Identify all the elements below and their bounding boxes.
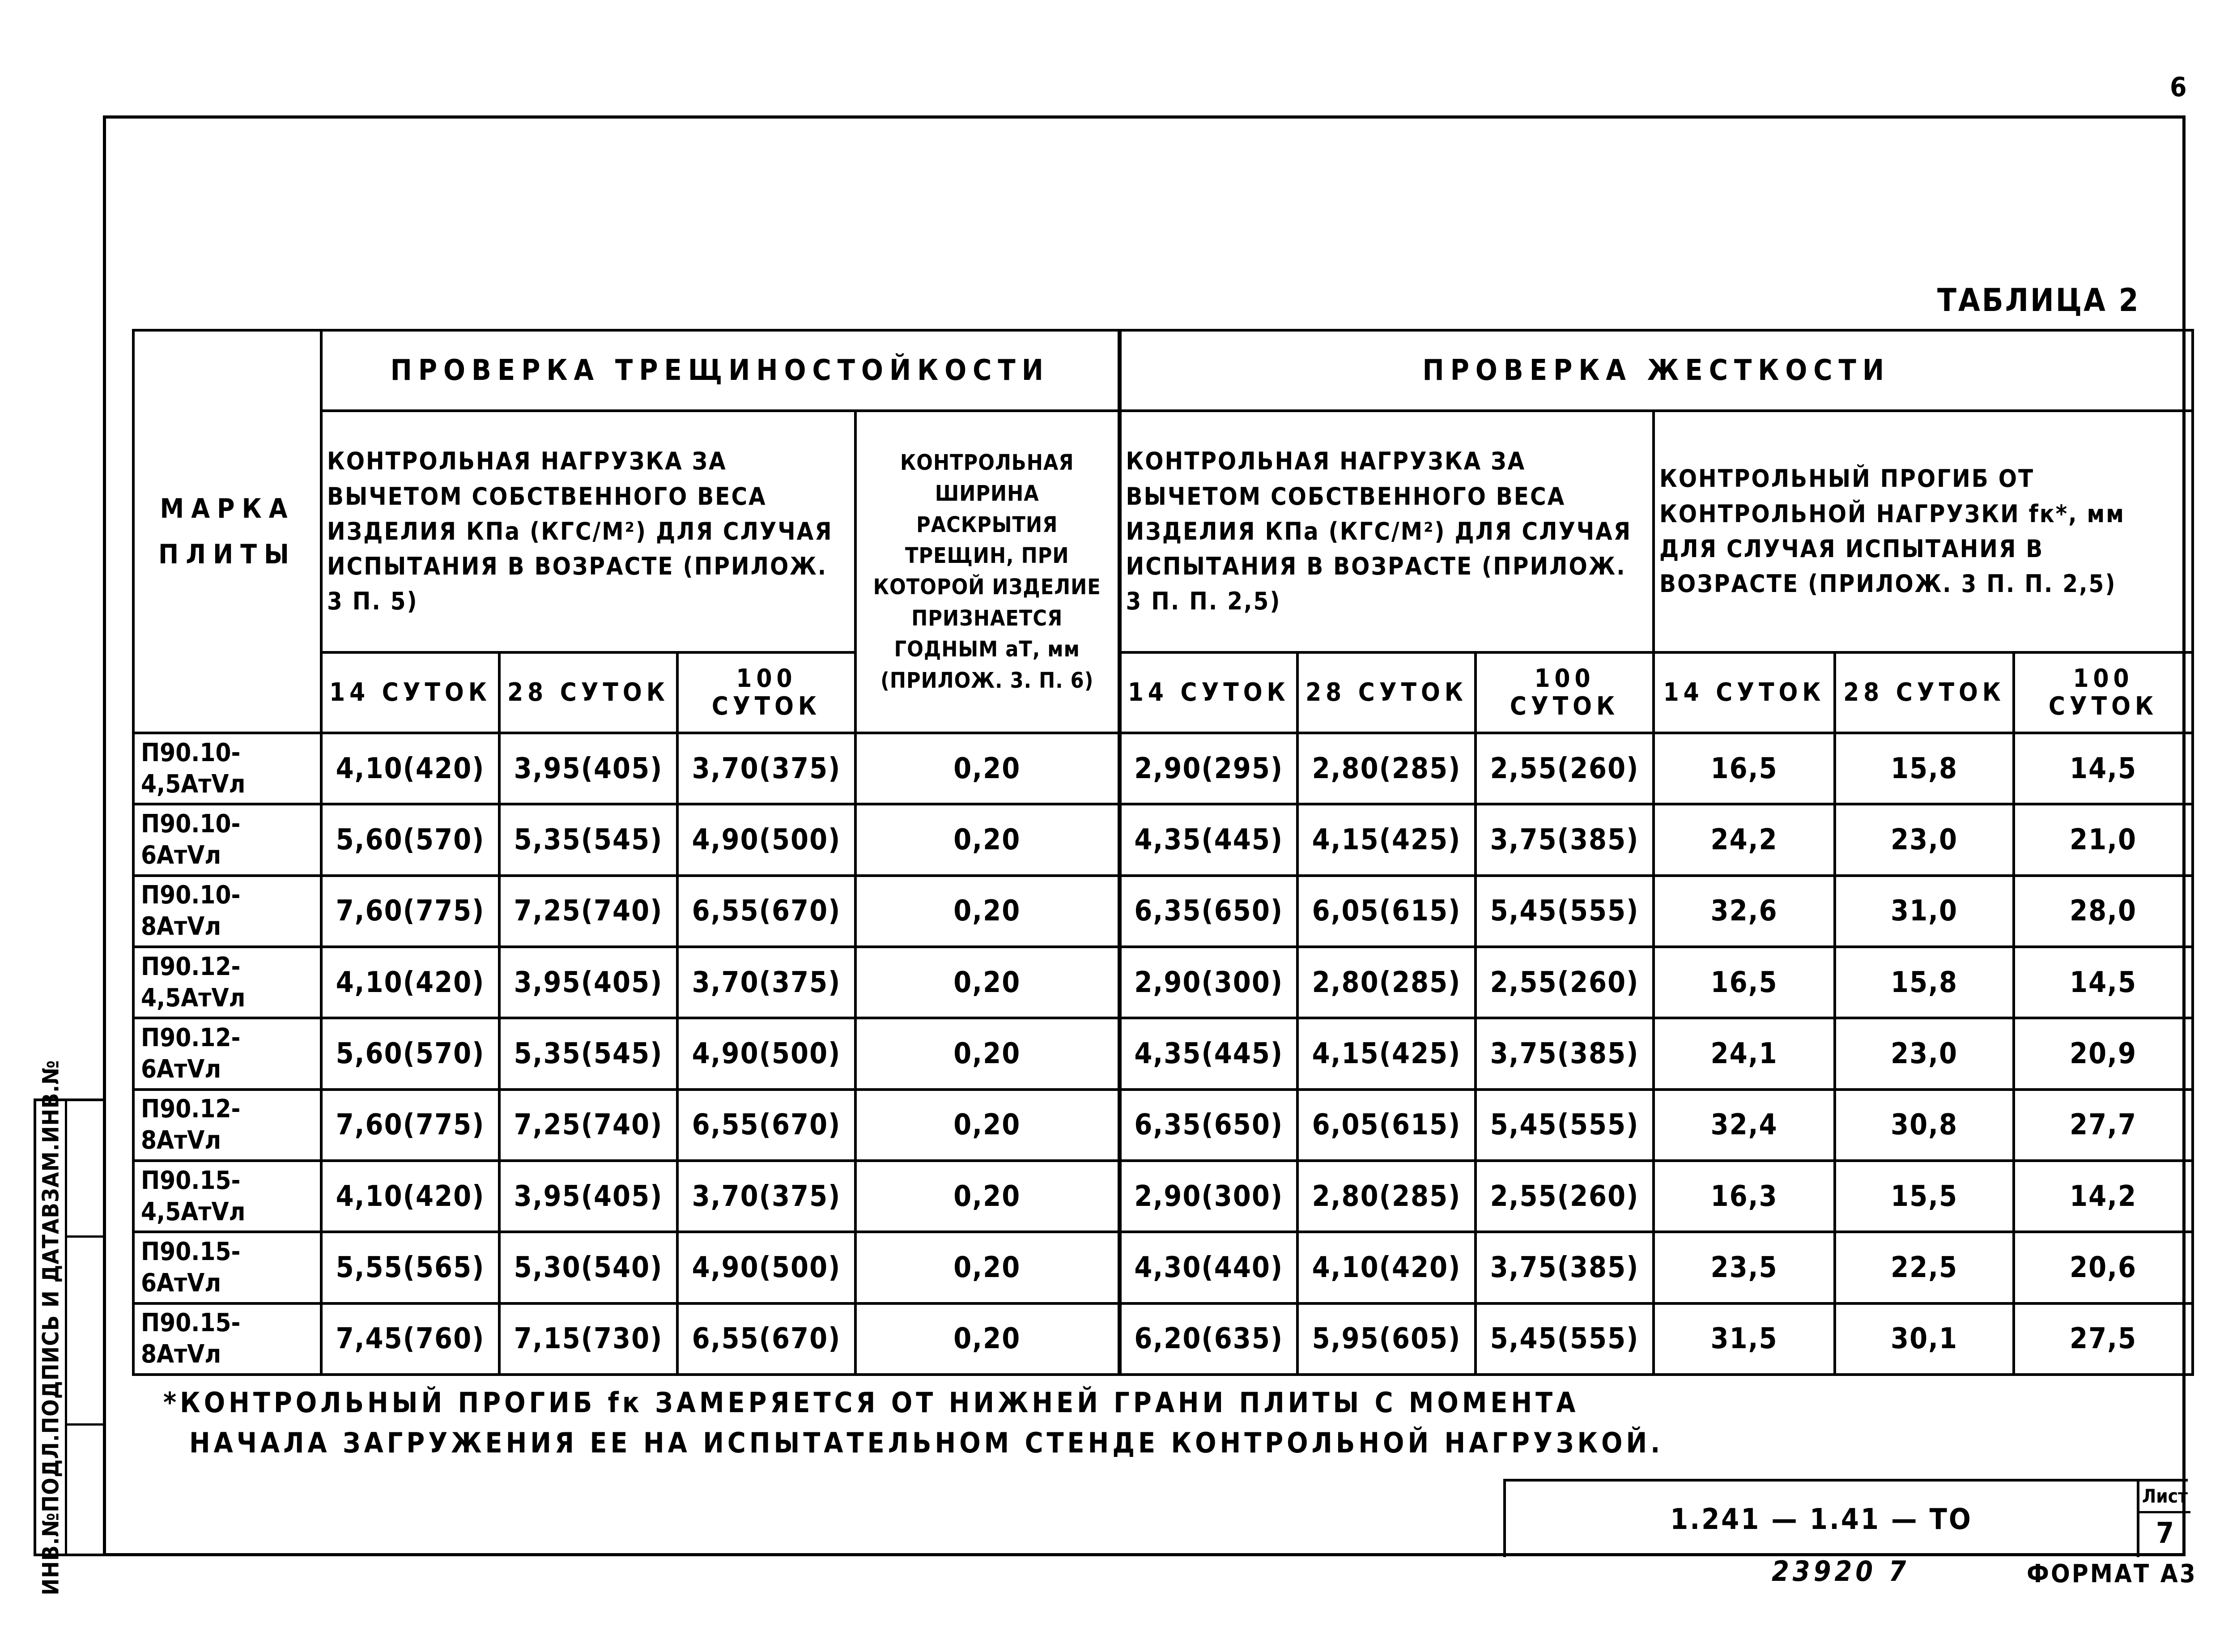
deflection-100: 21,0 — [2014, 804, 2193, 875]
table-row — [133, 1161, 2193, 1232]
crack-load-100: 4,90(500) — [677, 804, 855, 875]
stiff-load-100: 3,75(385) — [1476, 804, 1654, 875]
deflection-14: 24,1 — [1654, 1018, 1835, 1089]
stiff-load-14: 6,35(650) — [1119, 876, 1297, 947]
crack-load-14: 5,60(570) — [321, 1018, 499, 1089]
stiff-load-28: 6,05(615) — [1297, 1090, 1476, 1161]
footnote — [163, 1383, 1663, 1463]
stiff-load-100: 2,55(260) — [1476, 947, 1654, 1018]
deflection-100: 14,2 — [2014, 1161, 2193, 1232]
stiff-load-100: 5,45(555) — [1476, 1303, 1654, 1375]
deflection-100: 20,9 — [2014, 1018, 2193, 1089]
crack-width: 0,20 — [855, 876, 1119, 947]
deflection-14: 16,5 — [1654, 947, 1835, 1018]
row-mark: П90.12-6АтⅤл — [133, 1018, 321, 1089]
deflection-14: 32,4 — [1654, 1090, 1835, 1161]
stiff-load-14: 2,90(300) — [1119, 1161, 1297, 1232]
crack-load-100: 4,90(500) — [677, 1232, 855, 1303]
table-row — [133, 1018, 2193, 1089]
deflection-100: 27,5 — [2014, 1303, 2193, 1375]
crack-load-28: 5,35(545) — [499, 1018, 677, 1089]
stiff-load-14: 4,35(445) — [1119, 1018, 1297, 1089]
row-mark: П90.15-8АтⅤл — [133, 1303, 321, 1375]
deflection-100: 28,0 — [2014, 876, 2193, 947]
crack-width: 0,20 — [855, 947, 1119, 1018]
crack-load-14: 7,45(760) — [321, 1303, 499, 1375]
test-load-table — [132, 329, 2194, 1376]
mark-header: МАРКА ПЛИТЫ — [133, 330, 321, 733]
deflection-28: 15,5 — [1835, 1161, 2014, 1232]
stiffness-load-header: КОНТРОЛЬНАЯ НАГРУЗКА ЗА ВЫЧЕТОМ СОБСТВЕННОГО ВЕСА ИЗДЕЛИЯ КПа (КГС/М²) ДЛЯ СЛУЧАЯ ИСПЫТАНИЯ В ВОЗРАСТЕ (ПРИЛОЖ. 3 П. П. 2,5) — [1119, 411, 1654, 652]
crack-day-28: 28 СУТОК — [499, 652, 677, 733]
row-mark: П90.12-8АтⅤл — [133, 1090, 321, 1161]
stiff-load-14: 2,90(300) — [1119, 947, 1297, 1018]
deflection-100: 20,6 — [2014, 1232, 2193, 1303]
crack-day-100: 100 СУТОК — [677, 652, 855, 733]
sheet-box — [2137, 1482, 2193, 1557]
stiff-load-14: 6,20(635) — [1119, 1303, 1297, 1375]
stiff-load-100: 2,55(260) — [1476, 1161, 1654, 1232]
deflection-14: 23,5 — [1654, 1232, 1835, 1303]
stiff-load-100: 3,75(385) — [1476, 1018, 1654, 1089]
crack-load-100: 6,55(670) — [677, 1303, 855, 1375]
deflection-14: 31,5 — [1654, 1303, 1835, 1375]
crack-width: 0,20 — [855, 1018, 1119, 1089]
deflection-14: 24,2 — [1654, 804, 1835, 875]
stiff-load-100: 3,75(385) — [1476, 1232, 1654, 1303]
footnote-line-2: НАЧАЛА ЗАГРУЖЕНИЯ ЕЕ НА ИСПЫТАТЕЛЬНОМ СТЕНДЕ КОНТРОЛЬНОЙ НАГРУЗКОЙ. — [189, 1426, 1664, 1459]
page-number: 6 — [2170, 72, 2187, 103]
stiff-load-28: 4,15(425) — [1297, 804, 1476, 875]
crack-width: 0,20 — [855, 1232, 1119, 1303]
crack-resistance-header: ПРОВЕРКА ТРЕЩИНОСТОЙКОСТИ — [321, 330, 1119, 411]
crack-load-28: 3,95(405) — [499, 733, 677, 804]
row-mark: П90.15-6АтⅤл — [133, 1232, 321, 1303]
stiff-load-14: 6,35(650) — [1119, 1090, 1297, 1161]
table-row — [133, 876, 2193, 947]
stiff-day-100: 100 СУТОК — [1476, 652, 1654, 733]
row-mark: П90.10-4,5АтⅤл — [133, 733, 321, 804]
crack-width: 0,20 — [855, 1161, 1119, 1232]
crack-load-100: 3,70(375) — [677, 733, 855, 804]
sheet-label: Лист — [2139, 1482, 2190, 1513]
document-code: 1.241 — 1.41 — ТО — [1670, 1503, 1973, 1536]
row-mark: П90.10-6АтⅤл — [133, 804, 321, 875]
deflection-28: 23,0 — [1835, 1018, 2014, 1089]
table-title: ТАБЛИЦА 2 — [1937, 282, 2140, 319]
crack-load-14: 4,10(420) — [321, 947, 499, 1018]
crack-width: 0,20 — [855, 1303, 1119, 1375]
crack-width: 0,20 — [855, 804, 1119, 875]
crack-load-28: 7,15(730) — [499, 1303, 677, 1375]
stiff-load-100: 5,45(555) — [1476, 876, 1654, 947]
stiff-day-14: 14 СУТОК — [1119, 652, 1297, 733]
stiff-load-28: 2,80(285) — [1297, 947, 1476, 1018]
stiff-load-28: 4,15(425) — [1297, 1018, 1476, 1089]
sheet-number: 7 — [2156, 1517, 2174, 1550]
crack-load-100: 6,55(670) — [677, 1090, 855, 1161]
table-row — [133, 804, 2193, 875]
crack-load-14: 5,55(565) — [321, 1232, 499, 1303]
crack-load-14: 5,60(570) — [321, 804, 499, 875]
crack-load-100: 3,70(375) — [677, 1161, 855, 1232]
crack-load-28: 7,25(740) — [499, 876, 677, 947]
deflection-28: 15,8 — [1835, 947, 2014, 1018]
stiffness-header: ПРОВЕРКА ЖЕСТКОСТИ — [1119, 330, 2193, 411]
crack-load-14: 7,60(775) — [321, 1090, 499, 1161]
deflection-28: 30,8 — [1835, 1090, 2014, 1161]
stiff-day-28: 28 СУТОК — [1297, 652, 1476, 733]
defl-day-14: 14 СУТОК — [1654, 652, 1835, 733]
footnote-line-1: *КОНТРОЛЬНЫЙ ПРОГИБ fк ЗАМЕРЯЕТСЯ ОТ НИЖНЕЙ ГРАНИ ПЛИТЫ С МОМЕНТА — [163, 1386, 1579, 1419]
table-row — [133, 1090, 2193, 1161]
table-row — [133, 1232, 2193, 1303]
defl-day-100: 100 СУТОК — [2014, 652, 2193, 733]
row-mark: П90.15-4,5АтⅤл — [133, 1161, 321, 1232]
stiff-load-28: 2,80(285) — [1297, 1161, 1476, 1232]
stiff-load-28: 6,05(615) — [1297, 876, 1476, 947]
deflection-28: 23,0 — [1835, 804, 2014, 875]
crack-load-28: 3,95(405) — [499, 1161, 677, 1232]
stiff-load-28: 4,10(420) — [1297, 1232, 1476, 1303]
stiff-load-28: 2,80(285) — [1297, 733, 1476, 804]
deflection-14: 16,5 — [1654, 733, 1835, 804]
deflection-14: 16,3 — [1654, 1161, 1835, 1232]
crack-load-100: 3,70(375) — [677, 947, 855, 1018]
stiff-load-100: 5,45(555) — [1476, 1090, 1654, 1161]
table-row — [133, 947, 2193, 1018]
crack-load-14: 4,10(420) — [321, 1161, 499, 1232]
crack-load-100: 6,55(670) — [677, 876, 855, 947]
deflection-100: 14,5 — [2014, 733, 2193, 804]
crack-load-14: 4,10(420) — [321, 733, 499, 804]
row-mark: П90.12-4,5АтⅤл — [133, 947, 321, 1018]
title-block — [1503, 1479, 2188, 1557]
crack-load-100: 4,90(500) — [677, 1018, 855, 1089]
defl-day-28: 28 СУТОК — [1835, 652, 2014, 733]
stiff-load-14: 4,30(440) — [1119, 1232, 1297, 1303]
deflection-100: 27,7 — [2014, 1090, 2193, 1161]
side-stamp-label: ИНВ.№ПОДЛ.ПОДПИСЬ И ДАТАВЗАМ.ИНВ.№ — [38, 1060, 64, 1596]
format-label: ФОРМАТ А3 — [2027, 1559, 2197, 1588]
deflection-100: 14,5 — [2014, 947, 2193, 1018]
table-row — [133, 1303, 2193, 1375]
crack-load-14: 7,60(775) — [321, 876, 499, 947]
deflection-header: КОНТРОЛЬНЫЙ ПРОГИБ ОТ КОНТРОЛЬНОЙ НАГРУЗКИ fк*, мм ДЛЯ СЛУЧАЯ ИСПЫТАНИЯ В ВОЗРАСТЕ (ПРИЛОЖ. 3 П. П. 2,5) — [1654, 411, 2193, 652]
inventory-number: 23920 7 — [1772, 1555, 1910, 1588]
deflection-28: 31,0 — [1835, 876, 2014, 947]
crack-day-14: 14 СУТОК — [321, 652, 499, 733]
crack-width: 0,20 — [855, 733, 1119, 804]
stiff-load-14: 2,90(295) — [1119, 733, 1297, 804]
deflection-28: 22,5 — [1835, 1232, 2014, 1303]
stiff-load-14: 4,35(445) — [1119, 804, 1297, 875]
crack-width-header: КОНТРОЛЬНАЯ ШИРИНА РАСКРЫТИЯ ТРЕЩИН, ПРИ КОТОРОЙ ИЗДЕЛИЕ ПРИЗНАЕТСЯ ГОДНЫМ аТ, мм (ПРИЛОЖ. 3. П. 6) — [855, 411, 1119, 733]
side-stamp — [34, 1060, 103, 1596]
crack-load-28: 7,25(740) — [499, 1090, 677, 1161]
deflection-28: 30,1 — [1835, 1303, 2014, 1375]
row-mark: П90.10-8АтⅤл — [133, 876, 321, 947]
crack-width: 0,20 — [855, 1090, 1119, 1161]
deflection-28: 15,8 — [1835, 733, 2014, 804]
crack-load-28: 5,30(540) — [499, 1232, 677, 1303]
crack-load-28: 5,35(545) — [499, 804, 677, 875]
crack-load-header: КОНТРОЛЬНАЯ НАГРУЗКА ЗА ВЫЧЕТОМ СОБСТВЕННОГО ВЕСА ИЗДЕЛИЯ КПа (КГС/М²) ДЛЯ СЛУЧАЯ ИСПЫТАНИЯ В ВОЗРАСТЕ (ПРИЛОЖ. 3 П. 5) — [321, 411, 855, 652]
stiff-load-100: 2,55(260) — [1476, 733, 1654, 804]
crack-load-28: 3,95(405) — [499, 947, 677, 1018]
table-row — [133, 733, 2193, 804]
deflection-14: 32,6 — [1654, 876, 1835, 947]
stiff-load-28: 5,95(605) — [1297, 1303, 1476, 1375]
